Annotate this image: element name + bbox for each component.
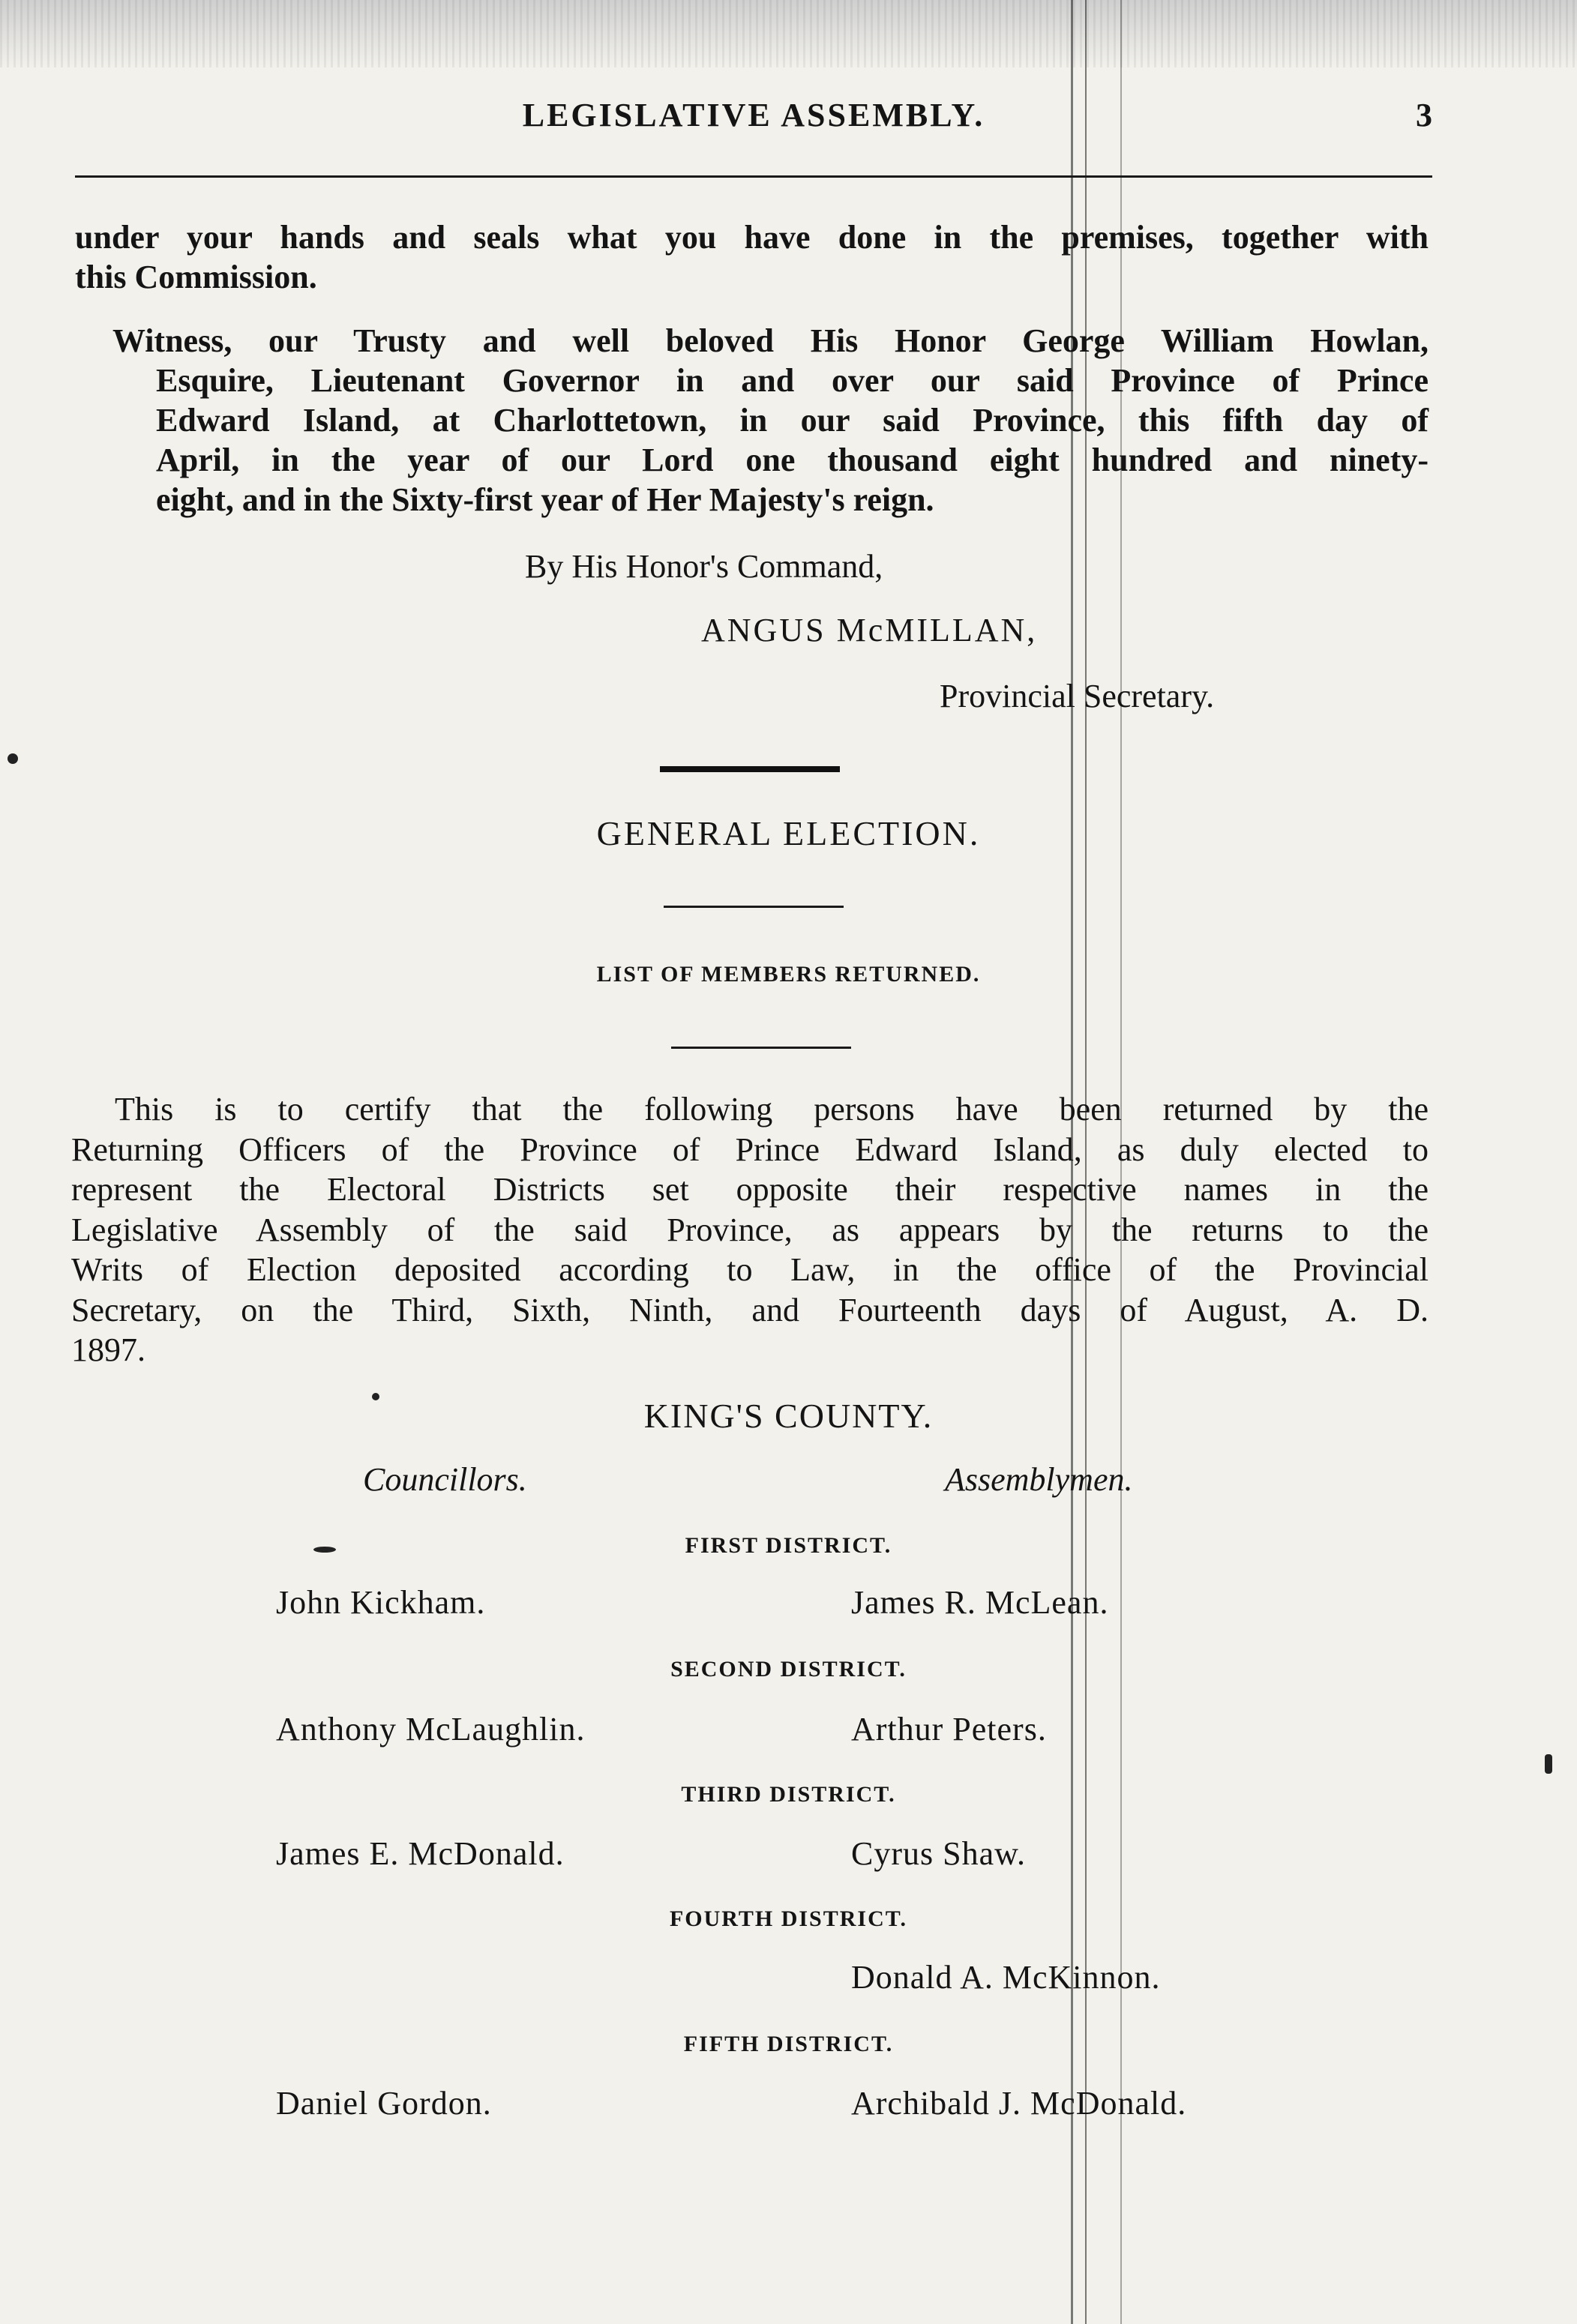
page-number: 3 xyxy=(1416,97,1432,133)
assemblyman-name: Archibald J. McDonald. xyxy=(851,2085,1187,2122)
witness-paragraph xyxy=(112,321,1429,520)
section-subtitle: LIST OF MEMBERS RETURNED. xyxy=(596,962,981,987)
text-line: under your hands and seals what you have done in the premises, together with xyxy=(75,219,1429,256)
district-heading: FIFTH DISTRICT. xyxy=(683,2032,894,2056)
text-line: Secretary, on the Third, Sixth, Ninth, and Fourteenth days of August, A. D. xyxy=(71,1291,1429,1328)
text-line: Esquire, Lieutenant Governor in and over our said Province of Prince xyxy=(156,362,1429,399)
district-heading: FOURTH DISTRICT. xyxy=(669,1906,908,1931)
assemblyman-name: Cyrus Shaw. xyxy=(851,1835,1027,1872)
continuation-paragraph xyxy=(75,217,1429,297)
subtitle-rule xyxy=(671,1047,851,1049)
text-line: eight, and in the Sixty-first year of Her Majesty's reign. xyxy=(156,481,934,518)
text-line: Returning Officers of the Province of Prince Edward Island, as duly elected to xyxy=(71,1131,1429,1168)
assemblyman-name: Arthur Peters. xyxy=(851,1711,1047,1747)
assemblyman-name: James R. McLean. xyxy=(851,1584,1109,1621)
councillor-name: John Kickham. xyxy=(276,1584,486,1621)
councillor-name: Daniel Gordon. xyxy=(276,2085,492,2122)
text-line: represent the Electoral Districts set opposite their respective names in the xyxy=(71,1171,1429,1208)
scan-edge-noise xyxy=(0,0,1577,67)
running-head xyxy=(75,96,1432,141)
by-command-line: By His Honor's Command, xyxy=(525,548,883,585)
text-line: 1897. xyxy=(71,1331,145,1368)
district-heading: SECOND DISTRICT. xyxy=(670,1657,907,1682)
ink-speck xyxy=(1545,1754,1552,1774)
text-line: this Commission. xyxy=(75,259,317,295)
text-line: Legislative Assembly of the said Province, as appears by the returns to the xyxy=(71,1211,1429,1248)
certification-paragraph xyxy=(71,1089,1429,1370)
section-title: GENERAL ELECTION. xyxy=(596,814,981,852)
running-head-title: LEGISLATIVE ASSEMBLY. xyxy=(522,97,985,133)
assemblymen-column-heading: Assemblymen. xyxy=(945,1461,1133,1498)
text-line: Edward Island, at Charlottetown, in our said Province, this fifth day of xyxy=(156,402,1429,439)
signatory-title: Provincial Secretary. xyxy=(940,678,1215,714)
section-divider xyxy=(660,766,840,772)
ink-speck xyxy=(7,753,18,764)
header-rule xyxy=(75,175,1432,178)
title-rule xyxy=(664,906,844,908)
district-heading: FIRST DISTRICT. xyxy=(685,1533,892,1558)
text-line: This is to certify that the following persons have been returned by the xyxy=(115,1091,1429,1128)
councillors-column-heading: Councillors. xyxy=(363,1461,527,1498)
text-line: Witness, our Trusty and well beloved His Honor George William Howlan, xyxy=(112,322,1429,359)
signatory-name: ANGUS McMILLAN, xyxy=(701,612,1038,648)
text-line: April, in the year of our Lord one thousand eight hundred and ninety- xyxy=(156,442,1429,478)
text-line: Writs of Election deposited according to Law, in the office of the Provincial xyxy=(71,1251,1429,1288)
district-heading: THIRD DISTRICT. xyxy=(681,1782,896,1807)
county-heading: KING'S COUNTY. xyxy=(643,1397,934,1435)
councillor-name: James E. McDonald. xyxy=(276,1835,565,1872)
councillor-name: Anthony McLaughlin. xyxy=(276,1711,586,1747)
assemblyman-name: Donald A. McKinnon. xyxy=(851,1959,1161,1996)
